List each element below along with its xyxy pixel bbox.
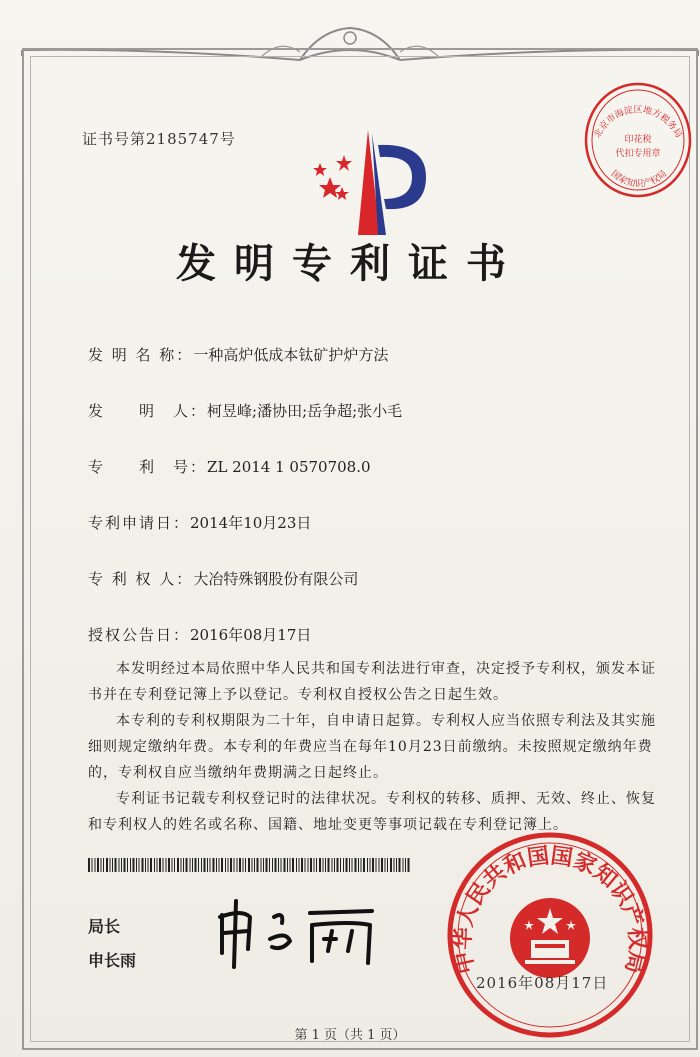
svg-text:国家知识产权局	[609, 168, 669, 189]
field-label: 专 利 权 人：	[88, 570, 194, 588]
field-patent-number	[88, 456, 371, 477]
tax-stamp-line1: 印花税	[624, 135, 652, 145]
body-paragraph-1: 本发明经过本局依照中华人民共和国专利法进行审查，决定授予专利权，颁发本证书并在专利登记簿上予以登记。专利权自授权公告之日起生效。	[88, 661, 656, 703]
field-label: 发 明 人：	[88, 402, 208, 420]
field-label: 专利申请日：	[88, 514, 191, 532]
certificate-number: 证书号第2185747号	[82, 130, 236, 148]
seal-date: 2016年08月17日	[476, 974, 609, 992]
body-paragraph-2: 本专利的专利权期限为二十年，自申请日起算。专利权人应当依照专利法及其实施细则规定缴纳年费。本专利的年费应当在每年10月23日前缴纳。未按照规定缴纳年费的，专利权自应当缴纳年费期满之日起终止。	[88, 713, 656, 781]
tax-stamp-bottom-text: 国家知识产权局	[608, 168, 670, 190]
field-value: 柯昱峰;潘协田;岳争超;张小毛	[207, 402, 403, 420]
national-ip-office-seal	[445, 830, 655, 1040]
tax-stamp-outer-text: 北京市海淀区地方税务局	[592, 105, 684, 140]
field-value: 一种高炉低成本钛矿护炉方法	[193, 346, 389, 364]
body-paragraph-3: 专利证书记载专利权登记时的法律状况。专利权的转移、质押、无效、终止、恢复和专利权人的姓名或名称、国籍、地址变更等事项记载在专利登记簿上。	[88, 791, 656, 833]
seal-big-text: 中华人民共和国国家知识产权局	[450, 843, 650, 976]
field-value: 2016年08月17日	[190, 626, 312, 644]
field-patentee	[88, 568, 358, 589]
tax-stamp-seal	[578, 80, 696, 210]
field-label: 发 明 名 称：	[88, 346, 194, 364]
field-value: ZL 2014 1 0570708.0	[207, 458, 371, 476]
field-application-date	[88, 512, 311, 533]
signer-role: 局长	[88, 917, 121, 936]
page-footer: 第 1 页（共 1 页）	[294, 1028, 406, 1043]
field-label: 授权公告日：	[88, 626, 191, 644]
barcode	[88, 858, 410, 872]
signer-name: 申长雨	[88, 951, 137, 970]
field-value: 2014年10月23日	[190, 514, 312, 532]
tax-stamp-line2: 代扣专用章	[615, 149, 661, 159]
field-inventors	[88, 400, 402, 421]
field-label: 专 利 号：	[88, 458, 208, 476]
field-grant-date	[88, 624, 311, 645]
handwritten-signature	[212, 895, 392, 970]
certificate-title: 发明专利证书	[176, 240, 524, 287]
field-value: 大冶特殊钢股份有限公司	[193, 570, 359, 588]
field-invention-name	[88, 344, 388, 365]
certificate-body	[88, 656, 668, 838]
patent-office-logo-icon	[308, 125, 438, 240]
